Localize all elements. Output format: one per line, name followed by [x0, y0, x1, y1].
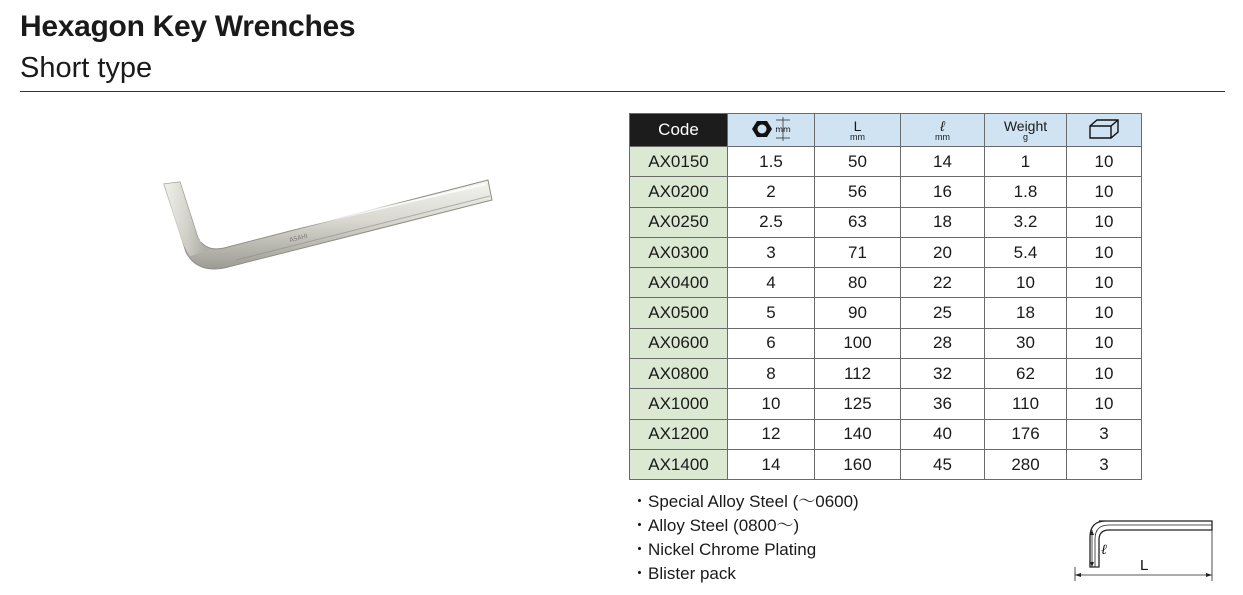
table-cell: 2 [728, 177, 815, 207]
table-cell: 22 [901, 268, 985, 298]
table-row [630, 268, 1142, 298]
table-row [630, 419, 1142, 449]
table-row [630, 389, 1142, 419]
size-unit: mm [775, 125, 791, 134]
table-cell: 125 [815, 389, 901, 419]
table-cell: 18 [985, 298, 1067, 328]
table-cell: 32 [901, 359, 985, 389]
table-cell: 25 [901, 298, 985, 328]
product-code-cell: AX1400 [630, 449, 728, 479]
hexagon-size-icon [749, 117, 793, 141]
table-cell: 10 [1067, 237, 1142, 267]
diagram-l-label: ℓ [1101, 542, 1107, 558]
note-item: ・ Special Alloy Steel (～0600) [631, 490, 859, 514]
header-l-unit: mm [935, 131, 950, 142]
header-L [815, 114, 901, 147]
table-cell: 112 [815, 359, 901, 389]
table-cell: 176 [985, 419, 1067, 449]
header-l-label: ℓ [940, 117, 945, 134]
dimension-diagram [1055, 515, 1225, 585]
table-cell: 5.4 [985, 237, 1067, 267]
table-cell: 10 [1067, 268, 1142, 298]
table-row [630, 328, 1142, 358]
table-cell: 3 [1067, 449, 1142, 479]
header-size [728, 114, 815, 147]
table-row [630, 177, 1142, 207]
product-code-cell: AX0800 [630, 359, 728, 389]
spec-table [629, 113, 1142, 480]
table-cell: 71 [815, 237, 901, 267]
table-cell: 8 [728, 359, 815, 389]
table-cell: 3 [1067, 419, 1142, 449]
table-cell: 45 [901, 449, 985, 479]
table-row [630, 147, 1142, 177]
table-row [630, 449, 1142, 479]
header-weight-label: Weight [1003, 117, 1048, 134]
table-cell: 140 [815, 419, 901, 449]
header-weight [985, 114, 1067, 147]
table-cell: 3.2 [985, 207, 1067, 237]
product-code-cell: AX0200 [630, 177, 728, 207]
header-L-label: L [853, 117, 862, 134]
product-code-cell: AX1000 [630, 389, 728, 419]
table-cell: 110 [985, 389, 1067, 419]
table-cell: 1 [985, 147, 1067, 177]
table-cell: 14 [901, 147, 985, 177]
note-item: ・ Alloy Steel (0800～) [631, 514, 859, 538]
table-cell: 18 [901, 207, 985, 237]
diagram-L-label: L [1140, 557, 1149, 574]
table-header-row [630, 114, 1142, 147]
table-cell: 40 [901, 419, 985, 449]
table-cell: 160 [815, 449, 901, 479]
table-cell: 63 [815, 207, 901, 237]
product-code-cell: AX0300 [630, 237, 728, 267]
table-cell: 90 [815, 298, 901, 328]
table-cell: 12 [728, 419, 815, 449]
table-row [630, 298, 1142, 328]
table-cell: 10 [1067, 298, 1142, 328]
product-code-cell: AX0500 [630, 298, 728, 328]
product-code-cell: AX0150 [630, 147, 728, 177]
product-code-cell: AX0600 [630, 328, 728, 358]
note-item: ・ Nickel Chrome Plating [631, 538, 859, 562]
table-cell: 36 [901, 389, 985, 419]
table-cell: 2.5 [728, 207, 815, 237]
spec-notes [631, 490, 859, 586]
table-cell: 280 [985, 449, 1067, 479]
header-code: Code [630, 114, 728, 147]
header-package [1067, 114, 1142, 147]
table-row [630, 237, 1142, 267]
table-cell: 30 [985, 328, 1067, 358]
table-cell: 28 [901, 328, 985, 358]
table-row [630, 359, 1142, 389]
table-cell: 10 [985, 268, 1067, 298]
table-cell: 10 [1067, 389, 1142, 419]
table-cell: 100 [815, 328, 901, 358]
table-cell: 1.8 [985, 177, 1067, 207]
product-code-cell: AX0400 [630, 268, 728, 298]
table-cell: 10 [1067, 147, 1142, 177]
product-code-cell: AX1200 [630, 419, 728, 449]
header-l [901, 114, 985, 147]
table-cell: 56 [815, 177, 901, 207]
table-row [630, 207, 1142, 237]
table-cell: 10 [1067, 207, 1142, 237]
hex-key-wrench-image [140, 160, 520, 300]
table-cell: 4 [728, 268, 815, 298]
table-cell: 10 [1067, 359, 1142, 389]
header-L-unit: mm [850, 131, 865, 142]
page-subtitle: Short type [20, 52, 153, 84]
table-cell: 80 [815, 268, 901, 298]
table-cell: 1.5 [728, 147, 815, 177]
note-item: ・ Blister pack [631, 562, 859, 586]
table-cell: 10 [1067, 177, 1142, 207]
table-cell: 14 [728, 449, 815, 479]
table-cell: 10 [728, 389, 815, 419]
header-weight-unit: g [1022, 131, 1028, 142]
table-cell: 3 [728, 237, 815, 267]
table-cell: 50 [815, 147, 901, 177]
table-cell: 5 [728, 298, 815, 328]
table-cell: 16 [901, 177, 985, 207]
svg-text:ASAHI: ASAHI [288, 232, 309, 244]
product-code-cell: AX0250 [630, 207, 728, 237]
page-title: Hexagon Key Wrenches [20, 10, 356, 43]
box-quantity-icon [1087, 117, 1121, 141]
table-cell: 10 [1067, 328, 1142, 358]
table-cell: 20 [901, 237, 985, 267]
table-cell: 62 [985, 359, 1067, 389]
table-cell: 6 [728, 328, 815, 358]
title-divider [20, 91, 1225, 92]
